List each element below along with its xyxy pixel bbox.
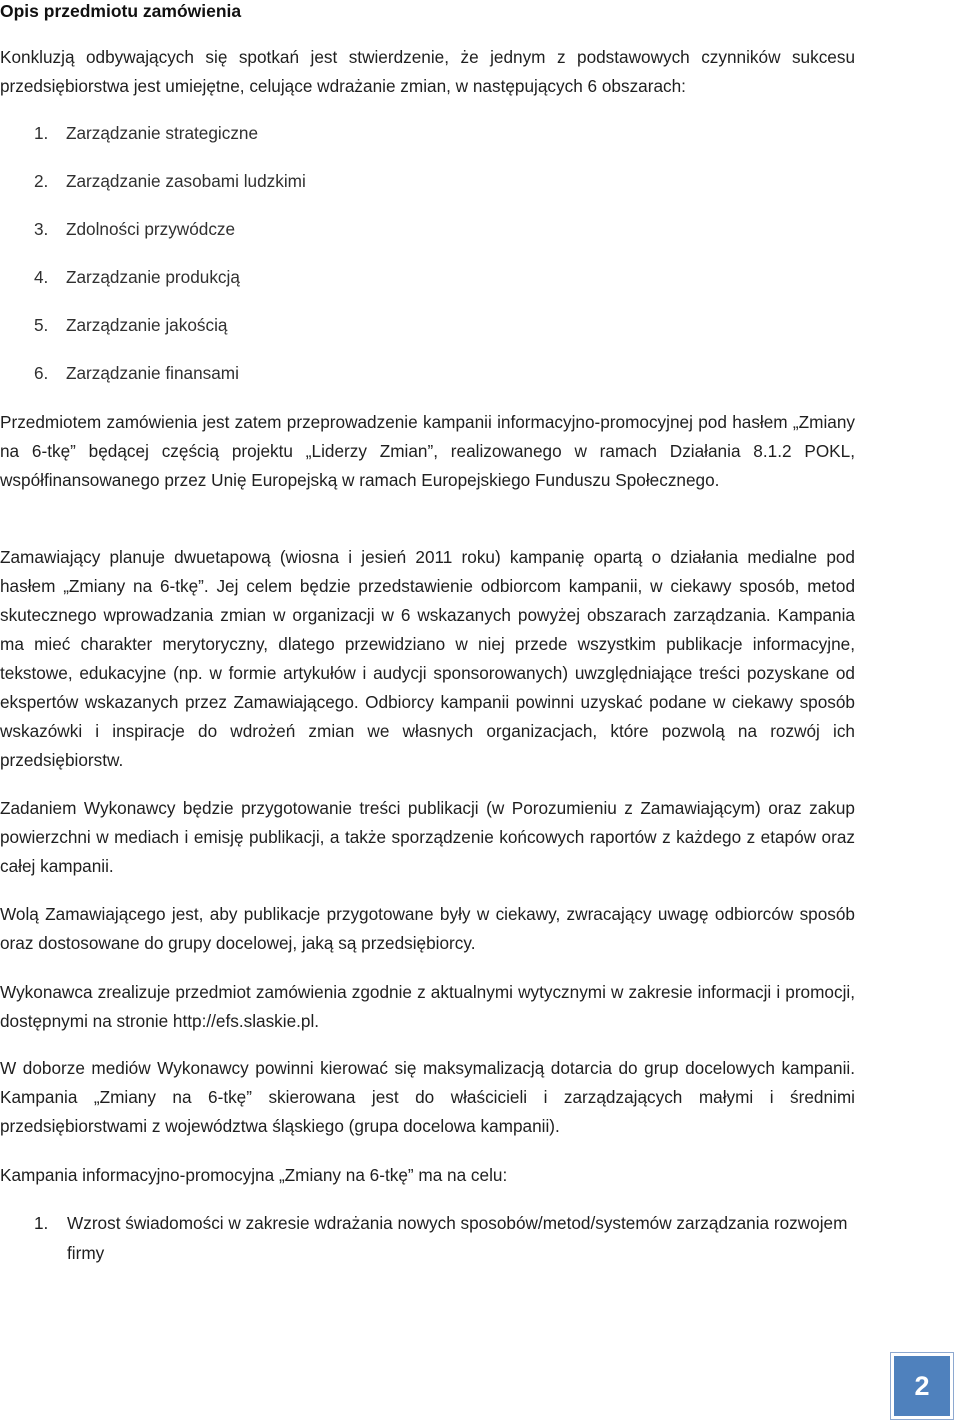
list-item-number: 6. (34, 363, 49, 383)
page-number-badge (890, 1352, 954, 1420)
list-item-label: Zarządzanie finansami (66, 363, 239, 383)
list-item-label: Zarządzanie strategiczne (66, 123, 259, 143)
paragraph-client-intent: Wolą Zamawiającego jest, aby publikacje przygotowane były w ciekawy, zwracający uwagę odbiorców sposób oraz dostosowane do grupy docelowej, jaką są przedsiębiorcy. (0, 904, 855, 953)
list-item-number: 1. (34, 1213, 49, 1233)
paragraph-campaign-goal-intro: Kampania informacyjno-promocyjna „Zmiany na 6-tkę” ma na celu: (0, 1165, 508, 1185)
list-item (34, 118, 258, 148)
paragraph-subject: Przedmiotem zamówienia jest zatem przeprowadzenie kampanii informacyjno-promocyjnej pod hasłem „Zmiany na 6-tkę” będącej częścią projektu „Liderzy Zmian”, realizowanego w ramach Działania 8.1.2 POKL, współfinansowanego przez Unię Europejską w ramach Europejskiego Funduszu Społecznego. (0, 412, 855, 490)
paragraph-guidelines: Wykonawca zrealizuje przedmiot zamówienia zgodnie z aktualnymi wytycznymi w zakresie informacji i promocji, dostępnymi na stronie http://efs.slaskie.pl. (0, 982, 855, 1031)
list-item-number: 2. (34, 171, 49, 191)
goals-list (34, 1208, 855, 1268)
list-item-number: 4. (34, 267, 49, 287)
list-item-label: Zarządzanie produkcją (66, 267, 240, 287)
list-item (34, 262, 240, 292)
section-heading: Opis przedmiotu zamówienia (0, 1, 242, 21)
list-item-label: Wzrost świadomości w zakresie wdrażania nowych sposobów/metod/systemów zarządzania rozwojem firmy (67, 1213, 848, 1263)
list-item-number: 5. (34, 315, 49, 335)
list-item (34, 166, 306, 196)
list-item-label: Zdolności przywódcze (66, 219, 236, 239)
list-item (34, 358, 239, 388)
list-item-number: 3. (34, 219, 49, 239)
page-number: 2 (894, 1356, 950, 1416)
intro-paragraph: Konkluzją odbywających się spotkań jest stwierdzenie, że jednym z podstawowych czynników sukcesu przedsiębiorstwa jest umiejętne, celujące wdrażanie zmian, w następujących 6 obszarach: (0, 47, 855, 96)
list-item (34, 214, 235, 244)
list-item-label: Zarządzanie jakością (66, 315, 228, 335)
paragraph-contractor-task: Zadaniem Wykonawcy będzie przygotowanie treści publikacji (w Porozumieniu z Zamawiającym) oraz zakup powierzchni w mediach i emisję publikacji, a także sporządzenie końcowych raportów z każdego z etapów oraz całej kampanii. (0, 798, 855, 876)
list-item-label: Zarządzanie zasobami ludzkimi (66, 171, 306, 191)
list-item-number: 1. (34, 123, 49, 143)
paragraph-media-selection: W doborze mediów Wykonawcy powinni kierować się maksymalizacją dotarcia do grup docelowych kampanii. Kampania „Zmiany na 6-tkę” skierowana jest do właścicieli i zarządzających małymi i średnimi przedsiębiorstwami z województwa śląskiego (grupa docelowa kampanii). (0, 1058, 855, 1136)
paragraph-campaign-plan: Zamawiający planuje dwuetapową (wiosna i jesień 2011 roku) kampanię opartą o działania medialne pod hasłem „Zmiany na 6-tkę”. Jej celem będzie przedstawienie odbiorcom kampanii, w ciekawy sposób, metod skutecznego wprowadzania zmian w organizacji w 6 wskazanych powyżej obszarach zarządzania. Kampania ma mieć charakter merytoryczny, dlatego przewidziano w niej przede wszystkim publikacje informacyjne, tekstowe, edukacyjne (np. w formie artykułów i audycji sponsorowanych) uwzględniające treści pozyskane od ekspertów wskazanych przez Zamawiającego. Odbiorcy kampanii powinni uzyskać podane w ciekawy sposób wskazówki i inspiracje do wdrożeń zmian we własnych organizacjach, które pozwolą na rozwój ich przedsiębiorstw. (0, 547, 855, 770)
list-item (34, 1208, 855, 1268)
list-item (34, 310, 227, 340)
